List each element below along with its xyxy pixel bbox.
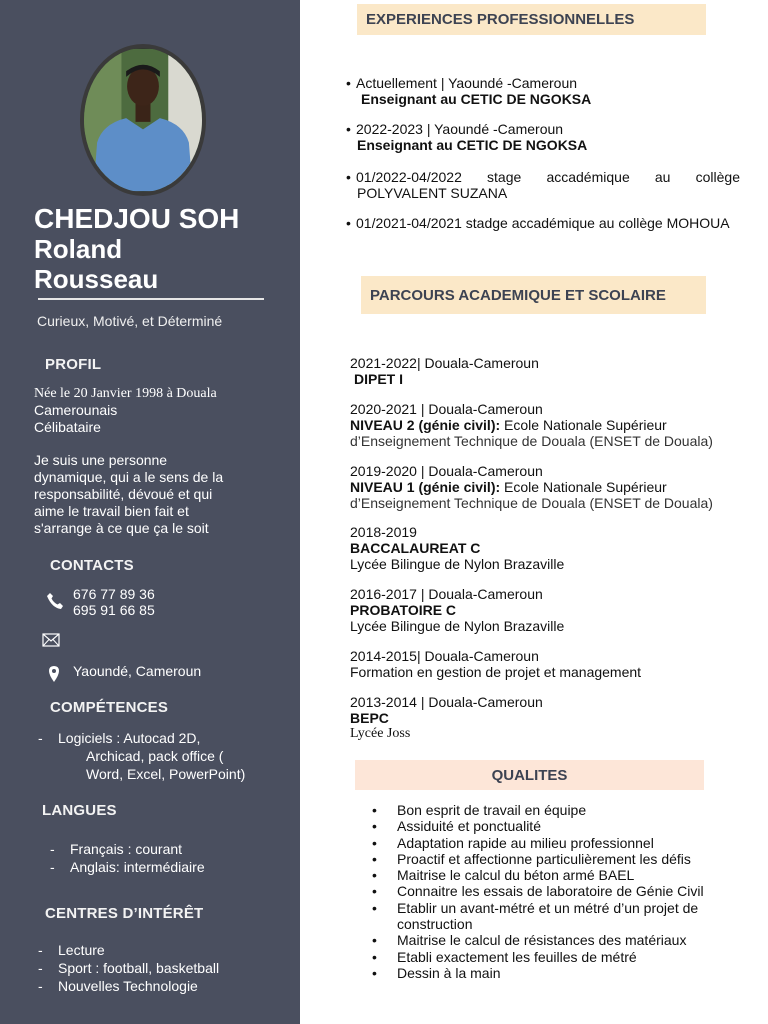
list-item: • Assiduité et ponctualité	[372, 818, 712, 834]
education-item	[350, 524, 750, 572]
competence-line-2: Archicad, pack office (	[86, 748, 224, 764]
education-item	[350, 401, 750, 449]
experiences-heading: EXPERIENCES PROFESSIONNELLES	[357, 4, 706, 35]
name-divider	[38, 298, 264, 300]
bullet-icon: •	[346, 121, 351, 137]
education-period: 2013-2014 | Douala-Cameroun	[350, 694, 543, 710]
sidebar	[0, 0, 300, 1024]
phone-number-2: 695 91 66 85	[73, 602, 155, 618]
competence-line-1: Logiciels : Autocad 2D,	[58, 730, 201, 746]
experience-role: Enseignant au CETIC DE NGOKSA	[357, 137, 588, 153]
list-item: • Etabli exactement les feuilles de métré	[372, 949, 712, 965]
education-period: 2018-2019	[350, 524, 417, 540]
langues-heading: LANGUES	[42, 802, 117, 819]
location-text: Yaoundé, Cameroun	[73, 663, 202, 679]
education-item	[350, 463, 750, 511]
list-item: - Nouvelles Technologie	[38, 977, 288, 995]
list-item: • Bon esprit de travail en équipe	[372, 802, 712, 818]
person-name	[34, 204, 294, 294]
interets-list	[38, 941, 288, 995]
desc-line: dynamique, qui a le sens de la	[34, 469, 224, 485]
education-period: 2016-2017 | Douala-Cameroun	[350, 586, 543, 602]
list-item: • Adaptation rapide au milieu professionnel	[372, 835, 712, 851]
list-item: - Anglais: intermédiaire	[50, 858, 290, 876]
education-school: Formation en gestion de projet et management	[350, 664, 642, 680]
list-item: - Sport : football, basketball	[38, 959, 288, 977]
list-item	[38, 729, 288, 783]
education-school: Ecole Nationale Supérieur	[500, 479, 667, 495]
contacts-heading: CONTACTS	[50, 557, 134, 574]
competences-heading: COMPÉTENCES	[50, 699, 169, 716]
education-school: Lycée Bilingue de Nylon Brazaville	[350, 618, 565, 634]
education-title: DIPET I	[354, 371, 404, 387]
list-item: - Français : courant	[50, 840, 290, 858]
experience-line: Actuellement | Yaoundé -Cameroun	[356, 75, 578, 91]
education-item	[350, 648, 750, 680]
profil-heading: PROFIL	[45, 356, 102, 373]
competences-list	[38, 729, 288, 783]
list-item: • Connaitre les essais de laboratoire de Génie Civil	[372, 883, 712, 899]
experience-item	[346, 169, 740, 201]
education-title: NIVEAU 1 (génie civil):	[350, 479, 501, 495]
experience-role: Enseignant au CETIC DE NGOKSA	[361, 91, 592, 107]
bullet-icon: •	[346, 169, 351, 185]
desc-line: responsabilité, dévoué et qui	[34, 486, 213, 502]
langues-list	[50, 840, 290, 876]
list-item: • Etablir un avant-métré et un métré d’un projet de construction	[372, 900, 712, 933]
education-title: PROBATOIRE C	[350, 602, 457, 618]
experience-item	[346, 121, 740, 153]
education-item	[350, 694, 750, 742]
list-item: • Proactif et affectionne particulièrement les défis	[372, 851, 712, 867]
education-period: 2019-2020 | Douala-Cameroun	[350, 463, 543, 479]
experience-line: 01/2021-04/2021 stadge accadémique au collège MOHOUA	[356, 215, 730, 231]
envelope-icon	[42, 633, 60, 651]
education-heading: PARCOURS ACADEMIQUE ET SCOLAIRE	[361, 276, 706, 314]
desc-line: s'arrange à ce que ça le soit	[34, 520, 209, 536]
education-school-line: d’Enseignement Technique de Douala (ENSET de Douala)	[350, 495, 713, 511]
marital-status: Célibataire	[34, 419, 101, 435]
bullet-icon: •	[346, 75, 351, 91]
list-item: • Maitrise le calcul de résistances des matériaux	[372, 932, 712, 948]
location-contact	[47, 663, 201, 683]
education-school-line: d’Enseignement Technique de Douala (ENSET de Douala)	[350, 433, 713, 449]
education-title: BACCALAUREAT C	[350, 540, 481, 556]
birth-info: Née le 20 Janvier 1998 à Douala	[34, 386, 217, 401]
interets-heading: CENTRES D’INTÉRÊT	[45, 905, 204, 922]
location-pin-icon	[47, 665, 65, 683]
education-period: 2014-2015| Douala-Cameroun	[350, 648, 539, 664]
bullet-icon: •	[346, 215, 351, 231]
education-item	[350, 586, 750, 634]
list-item: • Maitrise le calcul du béton armé BAEL	[372, 867, 712, 883]
name-line-2: Roland	[34, 234, 123, 264]
name-line-3: Rousseau	[34, 264, 159, 294]
education-period: 2020-2021 | Douala-Cameroun	[350, 401, 543, 417]
experience-line: POLYVALENT SUZANA	[357, 185, 508, 201]
education-title: BEPC	[350, 710, 389, 726]
education-school: Ecole Nationale Supérieur	[500, 417, 667, 433]
tagline: Curieux, Motivé, et Déterminé	[37, 313, 223, 329]
education-item	[350, 355, 750, 387]
phone-contact	[46, 586, 155, 618]
profile-photo	[80, 44, 206, 196]
education-school: Lycée Joss	[350, 726, 411, 741]
education-title: NIVEAU 2 (génie civil):	[350, 417, 501, 433]
list-item: - Lecture	[38, 941, 288, 959]
qualites-heading: QUALITES	[355, 760, 704, 790]
nationality: Camerounais	[34, 402, 118, 418]
experience-line: 2022-2023 | Yaoundé -Cameroun	[356, 121, 564, 137]
profil-details	[34, 385, 284, 436]
experience-item	[346, 215, 740, 231]
profil-description	[34, 452, 284, 537]
competence-line-3: Word, Excel, PowerPoint)	[86, 766, 246, 782]
qualites-list	[372, 802, 712, 981]
phone-number-1: 676 77 89 36	[73, 586, 155, 602]
desc-line: aime le travail bien fait et	[34, 503, 189, 519]
email-contact	[42, 633, 60, 651]
education-period: 2021-2022| Douala-Cameroun	[350, 355, 539, 371]
list-item: • Dessin à la main	[372, 965, 712, 981]
education-school: Lycée Bilingue de Nylon Brazaville	[350, 556, 565, 572]
phone-icon	[46, 592, 64, 610]
experience-line: 01/2022-04/2022 stage accadémique au collège	[356, 169, 740, 185]
experience-item	[346, 75, 740, 107]
desc-line: Je suis une personne	[34, 452, 168, 468]
name-line-1: CHEDJOU SOH	[34, 203, 240, 234]
